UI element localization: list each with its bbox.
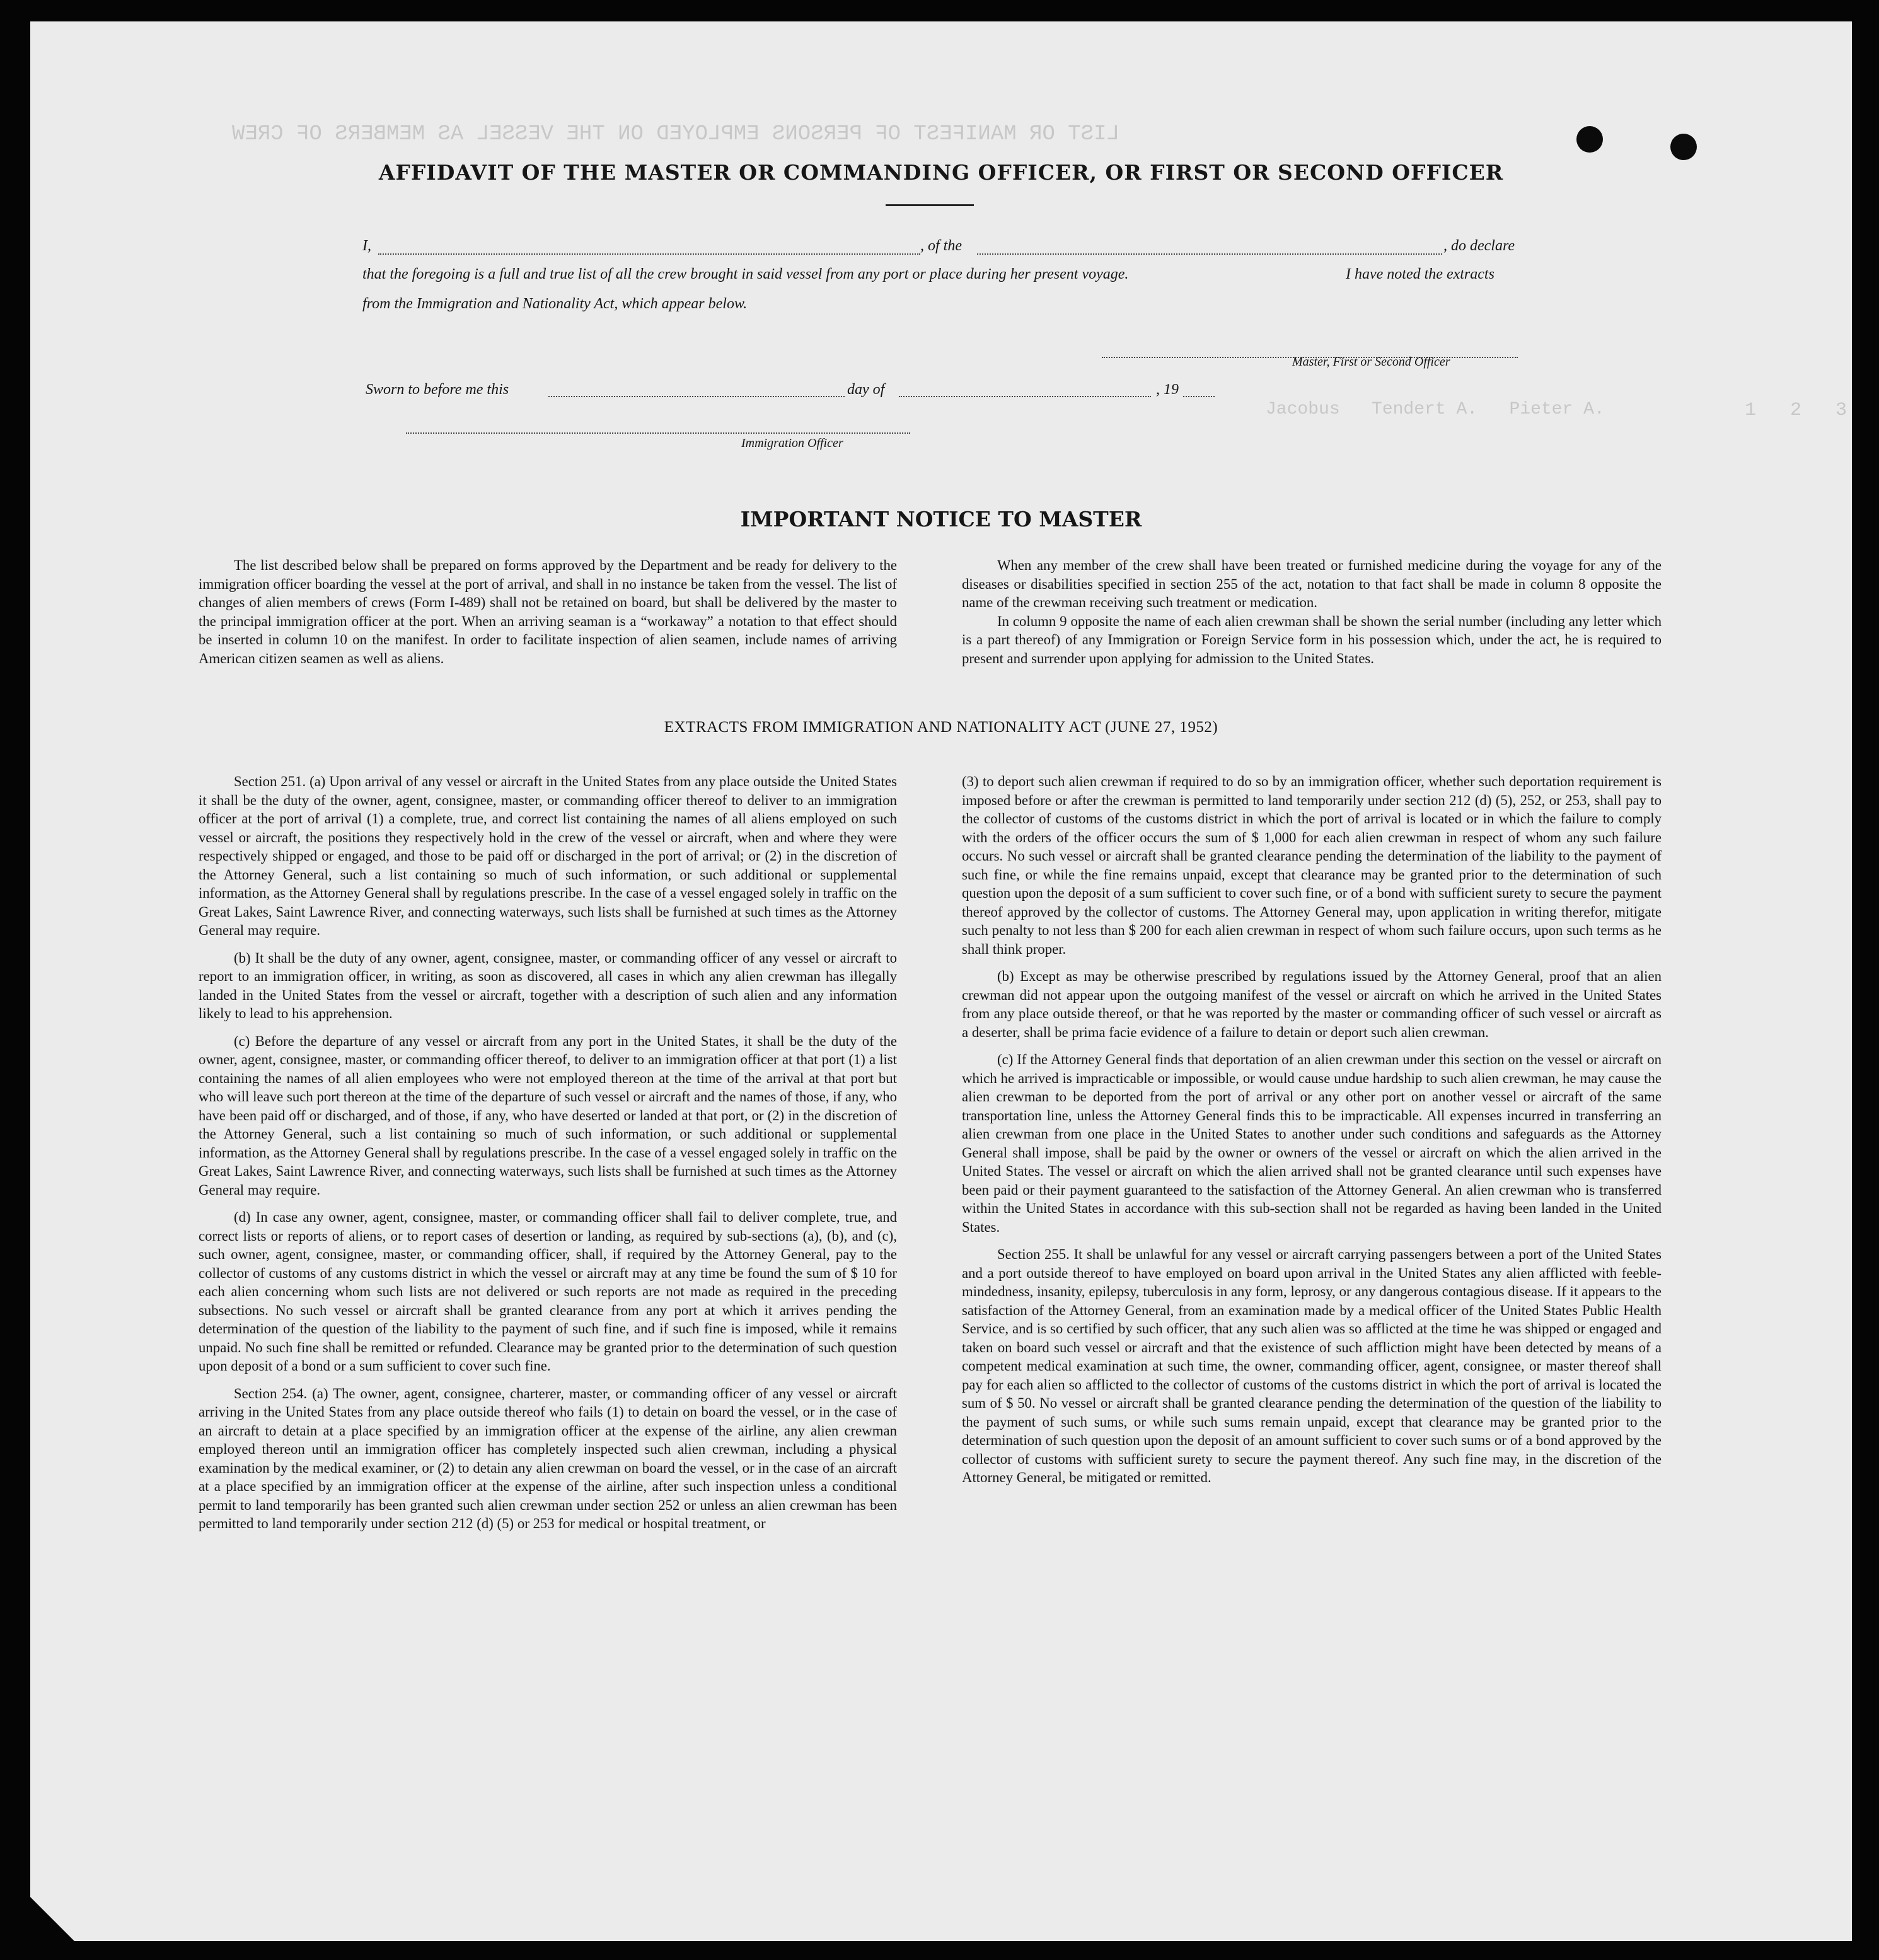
affidavit-title: AFFIDAVIT OF THE MASTER OR COMMANDING OFFICER, OR FIRST OR SECOND OFFICER — [378, 160, 1504, 185]
bleed-through-text: Jacobus Tendert A. Pieter A. — [1266, 400, 1605, 419]
title-rule — [886, 204, 974, 206]
year-blank — [1183, 396, 1215, 397]
punch-hole — [1670, 134, 1697, 160]
section-251b: (b) It shall be the duty of any owner, agent, consignee, master, or commanding officer of any vessel or aircraft to report to an immigration officer, in writing, as soon as discovered, all cases in which any alien crewman has illegally landed in the United States from the vessel or aircraft, together with a description of such alien and any information likely to lead to his apprehension. — [199, 949, 897, 1021]
master-signature-label: Master, First or Second Officer — [1292, 355, 1450, 369]
sworn-blank — [548, 396, 845, 397]
folded-corner — [30, 1897, 74, 1941]
declaration-body-line-2: I have noted the extracts — [1346, 266, 1495, 282]
officer-signature-label: Immigration Officer — [741, 436, 843, 450]
section-254a-continued: (3) to deport such alien crewman if required to do so by an immigration officer, whether such deportation requirement is imposed before or after the crewman is permitted to land temporarily under section 212 (d) (5), 252, or 253, shall pay to the collector of customs of the customs district in which the port of arrival is located or in which the failure to comply with the orders of the officer occurs the sum of $ 1,000 for each alien crewman in respect of whom any such failure occurs. No such vessel or aircraft shall be granted clearance pending the determination of the liability to the payment of such fine, or while the fine remains unpaid, except that clearance may be granted prior to the determination of such question upon the deposit of a sum sufficient to cover such fine, or of a bond with sufficient surety to secure the payment thereof approved by the collector of customs. The Attorney General may, upon application in writing therefor, mitigate such penalty to not less than $ 200 for each alien crewman in respect of whom such failure occurs, upon such terms as he shall think proper. — [962, 774, 1662, 957]
document-page — [30, 21, 1852, 1941]
notice-paragraph: When any member of the crew shall have been treated or furnished medicine during the voyage for any of the diseases or disabilities specified in section 255 of the act, notation to that fact shall be made in column 8 opposite the name of the crewman receiving such treatment or medication. — [962, 557, 1662, 610]
month-blank — [899, 396, 1151, 397]
extracts-left-column — [199, 772, 897, 1533]
section-254b: (b) Except as may be otherwise prescribed by regulations issued by the Attorney General, proof that an alien crewman did not appear upon the outgoing manifest of the vessel or aircraft on which he arrived in the United States from any place outside thereof, or that he was reported by the master or commanding officer of such vessel or aircraft as a deserter, shall be prima facie evidence of a failure to detain or deport such alien crewman. — [962, 968, 1662, 1040]
notice-paragraph: The list described below shall be prepared on forms approved by the Department and be ready for delivery to the immigration officer boarding the vessel at the port of arrival, and shall in no instance be taken from the vessel. The list of changes of alien members of crews (Form I-489) shall not be retained on board, but shall be delivered by the master to the principal immigration officer at the port. When an arriving seaman is a “workaway” a notation to that effect should be inserted in column 10 on the manifest. In order to facilitate inspection of alien seamen, include names of arriving American citizen seamen as well as aliens. — [199, 557, 897, 666]
notice-paragraph: In column 9 opposite the name of each alien crewman shall be shown the serial number (including any letter which is a part thereof) of any Immigration or Foreign Service form in his possession which, under the act, he is required to present and surrender upon applying for admission to the United States. — [962, 613, 1662, 666]
section-254c: (c) If the Attorney General finds that deportation of an alien crewman under this section on the vessel or aircraft on which he arrived is impracticable or impossible, or would cause undue hardship to such alien crewman, he may cause the alien crewman to be deported from the port of arrival or any other port on another vessel or aircraft of the same transportation line, unless the Attorney General finds this to be impracticable. All expenses incurred in transferring an alien crewman from one place in the United States to another under such conditions and safeguards as the Attorney General shall impose, shall be paid by the owner or owners of the vessel or aircraft on which the alien arrived in the United States. The vessel or aircraft on which the alien arrived shall not be granted clearance until such expenses have been paid or their payment guaranteed to the satisfaction of the Attorney General. An alien crewman who is transferred within the United States in accordance with this sub-section shall not be regarded as having been landed in the United States. — [962, 1052, 1662, 1235]
extracts-title: EXTRACTS FROM IMMIGRATION AND NATIONALITY ACT (JUNE 27, 1952) — [664, 719, 1218, 736]
declaration-prefix: I, — [362, 238, 371, 254]
vessel-blank — [977, 253, 1442, 255]
notice-left-column — [199, 556, 897, 668]
section-251a: Section 251. (a) Upon arrival of any vessel or aircraft in the United States from any place outside the United States it shall be the duty of the owner, agent, consignee, master, or commanding officer thereof to deliver to an immigration officer at the port of arrival (1) a complete, true, and correct list containing the names of all aliens employed on such vessel or aircraft, the positions they respectively hold in the crew of the vessel or aircraft, when and where they were respectively shipped or engaged, and those to be paid off or discharged in the port of arrival; or (2) in the discretion of the Attorney General, such a list containing so much of such information, or such additional or supplemental information, as the Attorney General shall by regulations prescribe. In the case of a vessel engaged solely in traffic on the Great Lakes, Saint Lawrence River, and connecting waterways, such lists shall be furnished at such times as the Attorney General may require. — [199, 774, 897, 938]
year-label: , 19 — [1156, 381, 1179, 398]
declaration-of: , of the — [920, 238, 962, 254]
day-of-label: day of — [847, 381, 885, 398]
extracts-right-column — [962, 772, 1662, 1487]
bleed-through-text: 1 2 3 — [1745, 400, 1847, 421]
notice-title: IMPORTANT NOTICE TO MASTER — [740, 507, 1142, 531]
bleed-through-text: LIST OR MANIFEST OF PERSONS EMPLOYED ON THE VESSEL AS MEMBERS OF CREW — [232, 122, 1119, 146]
declaration-body-line-1: that the foregoing is a full and true list of all the crew brought in said vessel from any port or place during her present voyage. — [362, 266, 1129, 282]
section-254a: Section 254. (a) The owner, agent, consignee, charterer, master, or commanding officer of any vessel or aircraft arriving in the United States from any place outside thereof who fails (1) to detain on board the vessel, or in the case of an aircraft to detain at a place specified by an immigration officer at the expense of the airline, any alien crewman employed thereon until an immigration officer has completely inspected such alien crewman, including a physical examination by the medical examiner, or (2) to detain any alien crewman on board the vessel, or in the case of an aircraft at a place specified by an immigration officer at the expense of the airline, after such inspection unless a conditional permit to land temporarily has been granted such alien crewman under section 252 or unless an alien crewman has been permitted to land temporarily under section 212 (d) (5) or 253 for medical or hospital treatment, or — [199, 1385, 897, 1531]
section-251d: (d) In case any owner, agent, consignee, master, or commanding officer shall fail to deliver complete, true, and correct lists or reports of aliens, or to report cases of desertion or landing, as required by sub-sections (a), (b), and (c), such owner, agent, consignee, master, or commanding officer, shall, if required by the Attorney General, pay to the collector of customs of any customs district in which the vessel or aircraft may at any time be found the sum of $ 10 for each alien concerning whom such lists are not delivered or such reports are not made as required in the preceding subsections. No such vessel or aircraft shall be granted clearance from any port at which it arrives pending the determination of the question of the liability to the payment of such fine, and if such fine is imposed, while it remains unpaid. No such fine shall be remitted or refunded. Clearance may be granted prior to the determination of such question upon deposit of a bond or a sum sufficient to cover such fine. — [199, 1209, 897, 1374]
sworn-label: Sworn to before me this — [366, 381, 509, 398]
section-251c: (c) Before the departure of any vessel or aircraft from any port in the United States, it shall be the duty of the owner, agent, consignee, master, or commanding officer thereof, to deliver to an immigration officer at that port (1) a list containing the names of all alien employees who were not employed thereon at the time of the arrival at that port but who will leave such port thereon at the time of the departure of such vessel or aircraft and the names of those, if any, who have been paid off or discharged, and of those, if any, who have deserted or landed at that port, or (2) in the discretion of the Attorney General, such a list containing so much of such information, or such additional or supplemental information, as the Attorney General shall by regulations prescribe. In the case of a vessel engaged solely in traffic on the Great Lakes, Saint Lawrence River, and connecting waterways, such lists shall be furnished at such times as the Attorney General may require. — [199, 1033, 897, 1198]
declaration-body-line-3: from the Immigration and Nationality Act, which appear below. — [362, 296, 748, 312]
section-255: Section 255. It shall be unlawful for any vessel or aircraft carrying passengers between a port of the United States and a port outside thereof to have employed on board upon arrival in the United States any alien afflicted with feeble-mindedness, insanity, epilepsy, tuberculosis in any form, leprosy, or any dangerous contagious disease. If it appears to the satisfaction of the Attorney General, from an examination made by a medical officer of the United States Public Health Service, and is so certified by such officer, that any such alien was so afflicted at the time he was shipped or engaged and taken on board such vessel or aircraft and that the existence of such affliction might have been detected by means of a competent medical examination at such time, the owner, commanding officer, agent, consignee, or master thereof shall pay for each alien so afflicted to the collector of customs of the customs district in which the port of arrival is located the sum of $ 50. No vessel or aircraft shall be granted clearance pending the determination of the question of the liability to the payment of such sums, or while such sums remain unpaid, except that clearance may be granted prior to the determination of such question upon the deposit of an amount sufficient to cover such sums or of a bond approved by the collector of customs with sufficient surety to secure the payment thereof. Any such fine may, in the discretion of the Attorney General, be mitigated or remitted. — [962, 1246, 1662, 1485]
declaration-suffix: , do declare — [1443, 238, 1515, 254]
officer-signature-blank — [406, 432, 910, 434]
punch-hole — [1576, 126, 1603, 153]
name-blank — [378, 253, 920, 255]
notice-right-column — [962, 556, 1662, 668]
